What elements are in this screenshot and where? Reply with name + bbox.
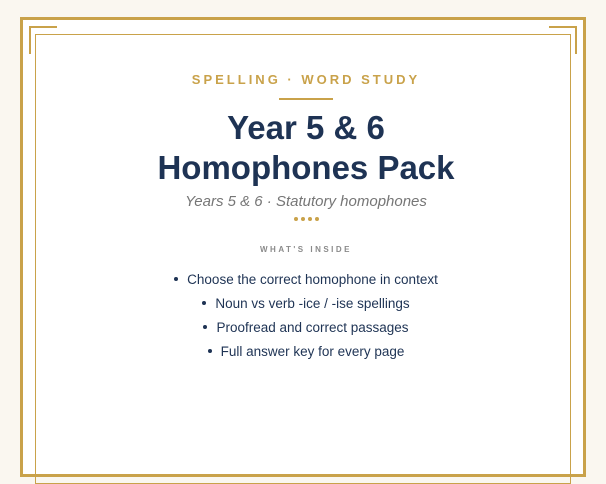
bullet-icon bbox=[208, 349, 212, 353]
cover-page bbox=[20, 17, 586, 477]
title-divider bbox=[279, 98, 333, 100]
page-title bbox=[23, 108, 589, 188]
list-item-text: Choose the correct homophone in context bbox=[187, 272, 438, 287]
list-item-text: Proofread and correct passages bbox=[216, 320, 409, 335]
title-line-1: Year 5 & 6 bbox=[227, 109, 385, 146]
list-item bbox=[23, 292, 589, 316]
list-item bbox=[23, 316, 589, 340]
list-item-text: Full answer key for every page bbox=[220, 344, 405, 359]
dot bbox=[294, 217, 298, 221]
category-kicker: SPELLING · WORD STUDY bbox=[191, 72, 421, 87]
subtitle: Years 5 & 6 · Statutory homophones bbox=[185, 193, 427, 210]
decorative-dots bbox=[23, 217, 589, 221]
dot bbox=[308, 217, 312, 221]
title-line-2: Homophones Pack bbox=[157, 149, 455, 186]
section-label-whats-inside: WHAT'S INSIDE bbox=[259, 245, 353, 254]
bullet-icon bbox=[174, 277, 178, 281]
list-item bbox=[23, 340, 589, 364]
bullet-icon bbox=[203, 325, 207, 329]
corner-ornament-top-left bbox=[29, 26, 57, 54]
corner-ornament-top-right bbox=[549, 26, 577, 54]
bullet-icon bbox=[202, 301, 206, 305]
inner-frame bbox=[35, 34, 571, 484]
features-list bbox=[23, 268, 589, 364]
list-item-text: Noun vs verb -ice / -ise spellings bbox=[215, 296, 410, 311]
dot bbox=[301, 217, 305, 221]
dot bbox=[315, 217, 319, 221]
list-item bbox=[23, 268, 589, 292]
